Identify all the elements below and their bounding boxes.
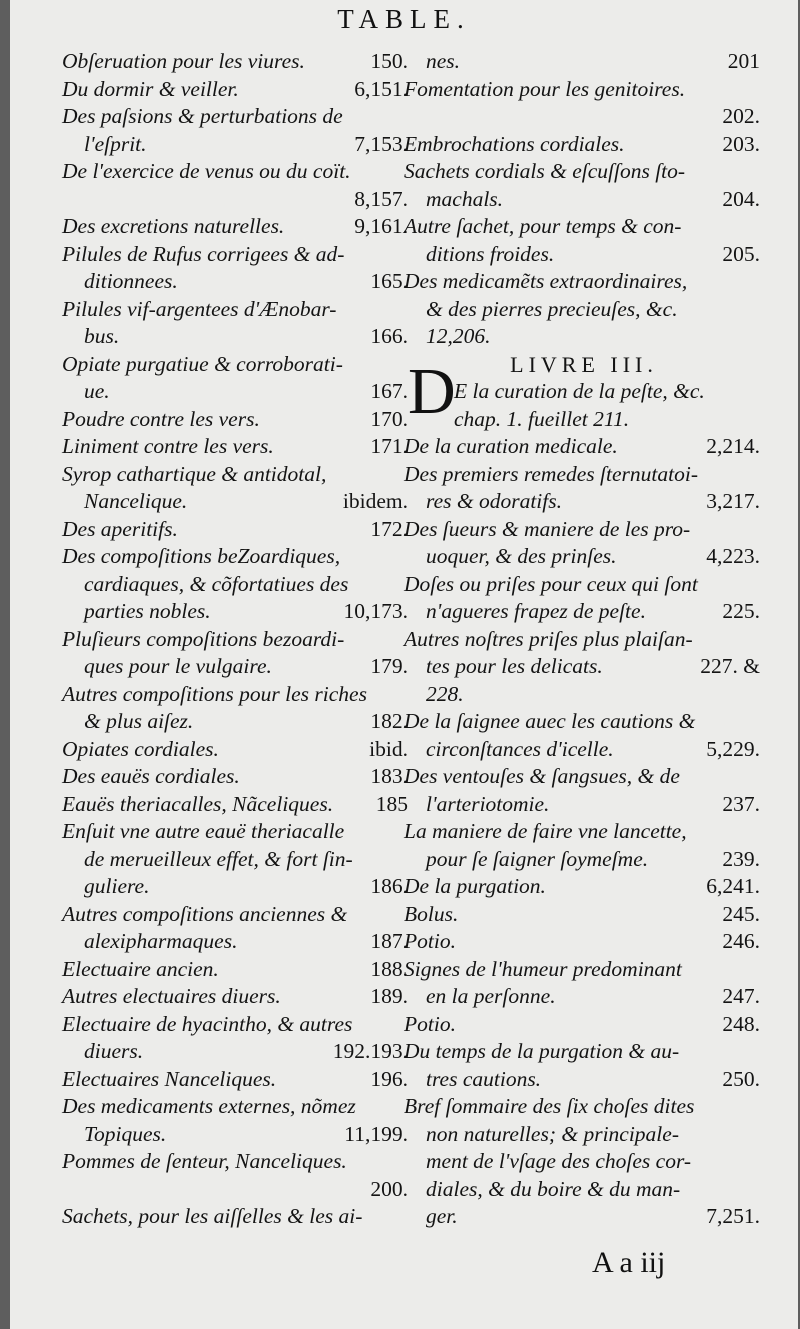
page-number: 6,151. xyxy=(354,76,408,101)
entry-text: Fomentation pour les genitoires. xyxy=(404,76,686,101)
toc-entry xyxy=(62,461,412,489)
toc-entry xyxy=(62,681,412,709)
toc-entry xyxy=(404,818,764,846)
toc-entry xyxy=(404,901,764,929)
toc-entry xyxy=(62,763,412,791)
entry-text: De l'exercice de venus ou du coït. xyxy=(62,159,351,183)
toc-entry xyxy=(404,873,764,901)
entry-text: ue. xyxy=(84,379,110,403)
toc-entry xyxy=(62,378,412,406)
toc-entry xyxy=(404,763,764,791)
toc-entry xyxy=(62,268,412,296)
toc-entry xyxy=(404,626,764,654)
entry-text: 12,206. xyxy=(426,324,491,348)
book-page xyxy=(10,0,798,1329)
page-number: ibidem. xyxy=(342,489,408,513)
toc-entry xyxy=(404,681,764,709)
toc-entry xyxy=(404,1093,764,1121)
entry-text: Des compoſitions beZoardiques, xyxy=(62,544,341,568)
entry-text: Electuaire de hyacintho, & autres xyxy=(62,1011,353,1036)
entry-text: l'arteriotomie. xyxy=(426,791,550,816)
toc-entry xyxy=(404,268,764,296)
toc-entry xyxy=(404,488,764,516)
entry-text: Des eauës cordiales. xyxy=(62,764,240,788)
entry-text: pour ſe ſaigner ſoymeſme. xyxy=(426,846,649,871)
entry-text: parties nobles. xyxy=(84,599,211,623)
entry-text: machals. xyxy=(426,186,504,211)
toc-entry xyxy=(404,1011,764,1039)
toc-entry xyxy=(404,956,764,984)
entry-text: diales, & du boire & du man- xyxy=(426,1176,681,1201)
page-number: 248. xyxy=(722,1011,760,1036)
entry-text: De la curation medicale. xyxy=(404,434,618,458)
toc-entry xyxy=(404,241,764,269)
toc-entry xyxy=(404,1176,764,1204)
page-number: 167. xyxy=(370,379,408,403)
toc-entry xyxy=(404,131,764,159)
toc-entry xyxy=(62,158,412,186)
entry-text: De la ſaignee auec les cautions & xyxy=(404,709,696,733)
entry-text: La maniere de faire vne lancette, xyxy=(404,819,687,843)
entry-text: bus. xyxy=(84,324,120,348)
toc-entry xyxy=(62,653,412,681)
toc-entry xyxy=(404,653,764,681)
toc-entry xyxy=(62,571,412,599)
entry-text: Liniment contre les vers. xyxy=(62,434,274,458)
toc-entry xyxy=(404,598,764,626)
page-number: 196. xyxy=(370,1066,408,1091)
entry-text: E la curation de la peſte, &c. xyxy=(454,379,705,403)
toc-entry xyxy=(404,983,764,1011)
entry-text: en la perſonne. xyxy=(426,984,556,1008)
toc-entry xyxy=(62,956,412,984)
toc-entry xyxy=(404,736,764,764)
page-number: 239. xyxy=(722,846,760,871)
page-number: 189. xyxy=(370,984,408,1008)
entry-text: cardiaques, & cõfortatiues des xyxy=(84,571,349,596)
entry-text: Signes de l'humeur predominant xyxy=(404,956,682,981)
entry-text: ment de l'vſage des choſes cor- xyxy=(426,1149,692,1173)
entry-text: Opiate purgatiue & corroborati- xyxy=(62,351,343,376)
toc-entry xyxy=(62,1038,412,1066)
toc-entry xyxy=(62,131,412,159)
page-number: 6,241. xyxy=(706,874,760,898)
entry-text: Du dormir & veiller. xyxy=(62,76,239,101)
page-number: 7,251. xyxy=(706,1204,760,1228)
toc-entry xyxy=(404,48,764,76)
toc-entry xyxy=(62,296,412,324)
toc-entry xyxy=(62,213,412,241)
toc-entry xyxy=(62,48,412,76)
page-number: 185 xyxy=(375,791,408,816)
page-number: 186. xyxy=(370,874,408,898)
page-number: 9,161. xyxy=(354,214,408,238)
toc-entry xyxy=(62,598,412,626)
entry-text: non naturelles; & principale- xyxy=(426,1121,679,1146)
page-number: 5,229. xyxy=(706,736,760,761)
toc-entry xyxy=(62,928,412,956)
page-number: 205. xyxy=(722,241,760,266)
toc-entry xyxy=(62,901,412,929)
toc-entry xyxy=(62,103,412,131)
right-column xyxy=(404,48,764,1231)
left-column xyxy=(62,48,412,1231)
page-number: 204. xyxy=(722,186,760,211)
toc-entry xyxy=(404,323,764,351)
entry-text: n'agueres frapez de peſte. xyxy=(426,599,646,623)
entry-text: Topiques. xyxy=(84,1121,167,1146)
toc-entry xyxy=(62,873,412,901)
entry-text: Potio. xyxy=(404,929,456,953)
entry-text: Pilules de Rufus corrigees & ad- xyxy=(62,241,345,266)
signature-mark: A a iij xyxy=(592,1246,666,1279)
entry-text: Des aperitifs. xyxy=(62,516,178,541)
page-number: 188. xyxy=(370,956,408,981)
entry-text: Bref ſommaire des ſix choſes dites xyxy=(404,1094,695,1118)
entry-text: ques pour le vulgaire. xyxy=(84,654,272,678)
toc-entry xyxy=(62,516,412,544)
toc-entry xyxy=(62,1148,412,1176)
entry-text: Pluſieurs compoſitions bezoardi- xyxy=(62,626,345,651)
toc-entry xyxy=(62,1066,412,1094)
entry-text: Des premiers remedes ſternutatoi- xyxy=(404,461,698,486)
page-number: 2,214. xyxy=(706,434,760,458)
entry-text: Autre ſachet, pour temps & con- xyxy=(404,214,682,238)
page-number: 171. xyxy=(370,434,408,458)
toc-entry xyxy=(404,1148,764,1176)
page-number: 203. xyxy=(722,131,760,156)
entry-text: Sachets, pour les aiſſelles & les ai- xyxy=(62,1204,363,1228)
page-number: 246. xyxy=(722,929,760,953)
entry-text: tres cautions. xyxy=(426,1066,542,1091)
page-number: 237. xyxy=(722,791,760,816)
page-number: 192.193. xyxy=(332,1039,408,1063)
toc-entry xyxy=(404,76,764,104)
page-number: 10,173. xyxy=(343,599,408,623)
entry-text: Autres compoſitions anciennes & xyxy=(62,901,348,926)
entry-text: Syrop cathartique & antidotal, xyxy=(62,461,327,486)
toc-entry xyxy=(404,571,764,599)
toc-entry xyxy=(62,626,412,654)
page-number: 187. xyxy=(370,929,408,953)
page-number: 11,199. xyxy=(344,1121,408,1146)
page-number: 150. xyxy=(370,49,408,73)
page-number: 172. xyxy=(370,516,408,541)
page-number: 7,153. xyxy=(354,131,408,156)
toc-entry xyxy=(404,213,764,241)
toc-entry xyxy=(62,708,412,736)
entry-text: Electuaires Nanceliques. xyxy=(62,1066,277,1091)
toc-entry xyxy=(62,1011,412,1039)
entry-text: Des excretions naturelles. xyxy=(62,214,285,238)
entry-text: ditions froides. xyxy=(426,241,555,266)
page-number: 4,223. xyxy=(706,544,760,568)
toc-entry xyxy=(62,488,412,516)
toc-entry xyxy=(404,516,764,544)
entry-text: Des ſueurs & maniere de les pro- xyxy=(404,516,691,541)
toc-entry xyxy=(62,186,412,214)
toc-entry xyxy=(62,351,412,379)
toc-entry xyxy=(62,818,412,846)
entry-text: Pilules vif-argentees d'Ænobar- xyxy=(62,296,337,321)
entry-text: res & odoratifs. xyxy=(426,489,562,513)
toc-entry xyxy=(62,1176,412,1204)
toc-entry xyxy=(404,406,764,434)
page-header: TABLE. xyxy=(337,4,471,34)
entry-text: alexipharmaques. xyxy=(84,929,238,953)
entry-text: Des medicaments externes, nõmez xyxy=(62,1094,356,1118)
toc-entry xyxy=(62,1093,412,1121)
toc-entry xyxy=(404,791,764,819)
section-heading xyxy=(404,351,764,379)
page-number: 3,217. xyxy=(706,489,760,513)
toc-entry xyxy=(404,461,764,489)
entry-text: Autres compoſitions pour les riches xyxy=(62,681,367,706)
toc-entry xyxy=(404,1203,764,1231)
toc-entry xyxy=(404,846,764,874)
page-number: 179. xyxy=(370,654,408,678)
entry-text: Sachets cordials & eſcuſſons ſto- xyxy=(404,159,686,183)
toc-entry xyxy=(404,708,764,736)
page-number: 8,157. xyxy=(354,186,408,211)
entry-text: Enſuit vne autre eauë theriacalle xyxy=(62,819,345,843)
toc-entry xyxy=(62,406,412,434)
entry-text: Pommes de ſenteur, Nanceliques. xyxy=(62,1149,347,1173)
toc-entry xyxy=(62,983,412,1011)
entry-text: Des ventouſes & ſangsues, & de xyxy=(404,764,680,788)
page-number: 166. xyxy=(370,324,408,348)
page-number: 225. xyxy=(722,599,760,623)
toc-entry xyxy=(404,378,764,406)
entry-text: ditionnees. xyxy=(84,269,178,293)
toc-entry xyxy=(62,846,412,874)
entry-text: Du temps de la purgation & au- xyxy=(404,1039,680,1063)
entry-text: circonſtances d'icelle. xyxy=(426,736,614,761)
toc-entry xyxy=(404,433,764,461)
toc-entry xyxy=(404,1038,764,1066)
entry-text: Autres electuaires diuers. xyxy=(62,984,281,1008)
entry-text: tes pour les delicats. xyxy=(426,654,603,678)
page-number: 201 xyxy=(727,49,760,73)
entry-text: De la purgation. xyxy=(404,874,546,898)
entry-text: uoquer, & des prinſes. xyxy=(426,544,617,568)
entry-text: 228. xyxy=(426,681,464,706)
entry-text: Opiates cordiales. xyxy=(62,736,219,761)
toc-entry xyxy=(62,543,412,571)
page-number: 202. xyxy=(722,104,760,128)
toc-entry xyxy=(404,1121,764,1149)
entry-text: chap. 1. fueillet 211. xyxy=(454,406,630,431)
page-number: ibid. xyxy=(369,736,408,761)
toc-entry xyxy=(62,323,412,351)
entry-text: Embrochations cordiales. xyxy=(404,131,625,156)
toc-entry xyxy=(62,76,412,104)
toc-entry xyxy=(404,928,764,956)
toc-entry xyxy=(62,736,412,764)
entry-text: Electuaire ancien. xyxy=(62,956,219,981)
toc-entry xyxy=(404,296,764,324)
entry-text: Bolus. xyxy=(404,901,459,926)
entry-text: Nancelique. xyxy=(84,489,188,513)
toc-entry xyxy=(404,158,764,186)
toc-entry xyxy=(404,1066,764,1094)
entry-text: & des pierres precieuſes, &c. xyxy=(426,296,678,321)
toc-entry xyxy=(62,1203,412,1231)
entry-text: Eauës theriacalles, Nãceliques. xyxy=(62,791,334,816)
entry-text: Obſeruation pour les viures. xyxy=(62,49,305,73)
toc-entry xyxy=(62,1121,412,1149)
toc-entry xyxy=(404,186,764,214)
entry-text: Potio. xyxy=(404,1011,456,1036)
entry-text: Autres noſtres priſes plus plaiſan- xyxy=(404,626,693,651)
toc-entry xyxy=(404,103,764,131)
entry-text: Des paſsions & perturbations de xyxy=(62,104,343,128)
page-number: 200. xyxy=(370,1176,408,1201)
entry-text: ger. xyxy=(426,1204,458,1228)
page-number: 247. xyxy=(722,984,760,1008)
entry-text: LIVRE III. xyxy=(510,351,658,377)
toc-entry xyxy=(62,241,412,269)
entry-text: Des medicamẽts extraordinaires, xyxy=(404,269,688,293)
entry-text: l'eſprit. xyxy=(84,131,147,156)
entry-text: & plus aiſez. xyxy=(84,709,194,733)
page-number: 182. xyxy=(370,709,408,733)
page-number: 170. xyxy=(370,406,408,431)
toc-entry xyxy=(62,791,412,819)
toc-entry xyxy=(404,543,764,571)
page-number: 245. xyxy=(722,901,760,926)
entry-text: Doſes ou priſes pour ceux qui ſont xyxy=(404,571,698,596)
entry-text: nes. xyxy=(426,49,461,73)
entry-text: guliere. xyxy=(84,874,150,898)
page-number: 227. & xyxy=(700,654,760,678)
page-number: 183. xyxy=(370,764,408,788)
entry-text: de merueilleux effet, & fort ſin- xyxy=(84,846,353,871)
drop-cap: D xyxy=(408,355,456,428)
toc-entry xyxy=(62,433,412,461)
entry-text: diuers. xyxy=(84,1039,144,1063)
entry-text: Poudre contre les vers. xyxy=(62,406,260,431)
page-number: 250. xyxy=(722,1066,760,1091)
page-number: 165. xyxy=(370,269,408,293)
